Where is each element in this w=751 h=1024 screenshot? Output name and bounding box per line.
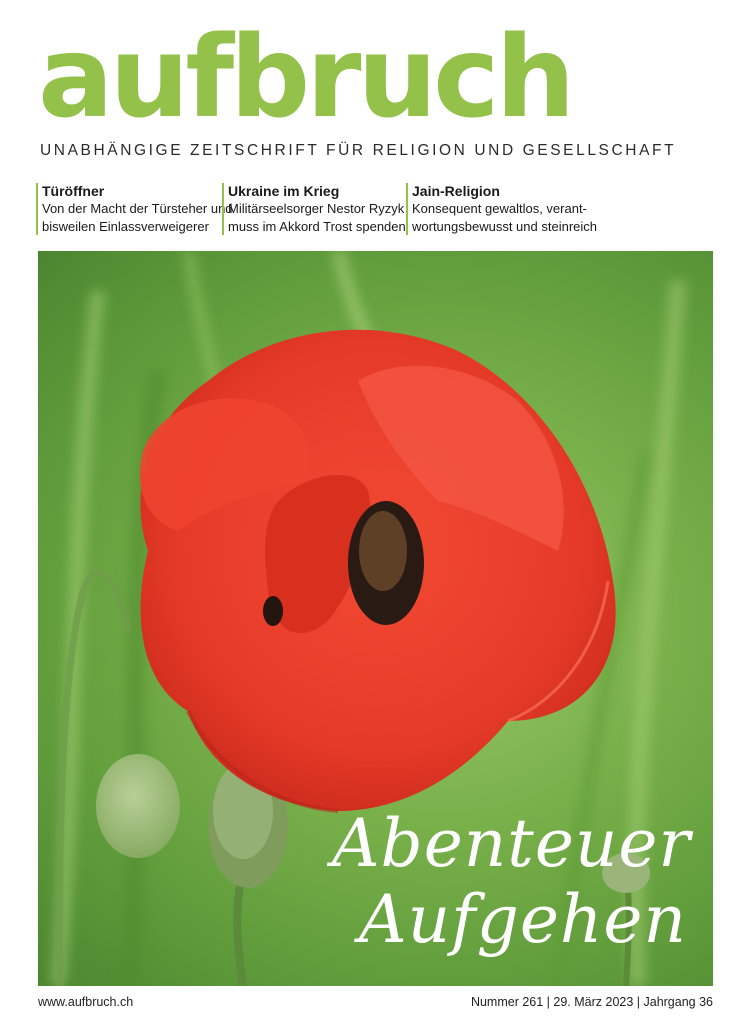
cover-headline-line2: Aufgehen <box>359 881 687 958</box>
teaser-tueroeffner[interactable] <box>36 183 233 235</box>
issue-info: Nummer 261 | 29. März 2023 | Jahrgang 36 <box>470 995 713 1009</box>
cover-headline-line1: Abenteuer <box>331 805 691 882</box>
teaser-title: Jain-Religion <box>412 183 500 199</box>
teaser-text: Konsequent gewaltlos, verant- <box>412 201 587 216</box>
cover-photo <box>38 251 713 986</box>
magazine-logo: aufbruch <box>38 13 572 143</box>
teaser-title: Ukraine im Krieg <box>228 183 340 199</box>
teaser-text: muss im Akkord Trost spenden <box>228 219 406 234</box>
teaser-text: bisweilen Einlassverweigerer <box>42 219 209 234</box>
teaser-text: Von der Macht der Türsteher und <box>42 201 233 216</box>
teaser-jain[interactable] <box>406 183 597 235</box>
teaser-text: Militärseelsorger Nestor Ryzyk <box>228 201 405 216</box>
website-link[interactable]: www.aufbruch.ch <box>38 995 134 1009</box>
teaser-title: Türöffner <box>42 183 105 199</box>
teaser-bar <box>36 183 716 239</box>
teaser-ukraine[interactable] <box>222 183 406 235</box>
teaser-text: wortungsbewusst und steinreich <box>412 219 597 234</box>
tagline: UNABHÄNGIGE ZEITSCHRIFT FÜR RELIGION UND GESELLSCHAFT <box>40 142 677 159</box>
